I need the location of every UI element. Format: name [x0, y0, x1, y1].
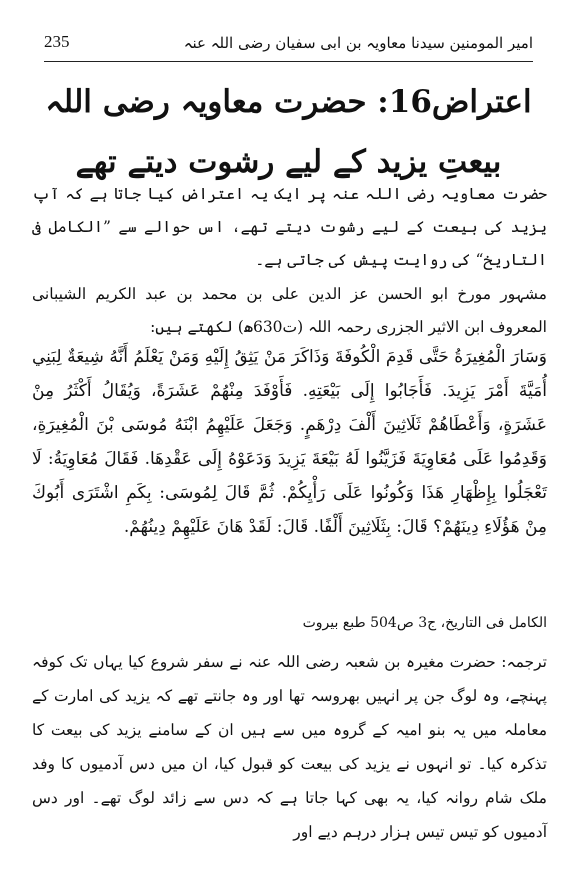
arabic-quotation: وَسَارَ الْمُغِيرَةُ حَتَّى قَدِمَ الْكُوفَةَ وَذَاكَرَ مَنْ يَثِقُ إِلَيْهِ وَمَنْ يَعْلَمُ أَنَّهُ شِيعَةٌ لِبَنِي أُمَيَّةَ أَمْرَ يَزِيدَ. فَأَجَابُوا إِلَى بَيْعَتِهِ. فَأَوْفَدَ مِنْهُمْ عَشَرَةً، وَيُقَالُ أَكْثَرُ مِنْ عَشَرَةٍ، وَأَعْطَاهُمْ ثَلَاثِينَ أَلْفَ دِرْهَمٍ. وَجَعَلَ عَلَيْهِمُ ابْنَهُ مُوسَى بْنَ الْمُغِيرَةِ، وَقَدِمُوا عَلَى مُعَاوِيَةَ فَزَيَّنُوا لَهُ بَيْعَةَ يَزِيدَ وَدَعَوْهُ إِلَى عَقْدِهَا. فَقَالَ مُعَاوِيَةُ: لَا تَعْجَلُوا بِإِظْهَارِ هَذَا وَكُونُوا عَلَى رَأْيِكُمْ. ثُمَّ قَالَ لِمُوسَى: بِكَمِ اشْتَرَى أَبُوكَ مِنْ هَؤُلَاءِ دِينَهُمْ؟ قَالَ: بِثَلَاثِينَ أَلْفًا. قَالَ: لَقَدْ هَانَ عَلَيْهِمْ دِينُهُمْ.	[32, 347, 547, 537]
paragraph-source-author: مشہور مورخ ابو الحسن عز الدین علی بن محمد بن عبد الکریم الشیبانی المعروف ابن الاثیر الجزری رحمہ اللہ (ت630ھ) لکھتے ہیں:	[32, 285, 547, 336]
urdu-translation: ترجمہ: حضرت مغیرہ بن شعبہ رضی اللہ عنہ نے سفر شروع کیا یہاں تک کوفہ پہنچے، وہ لوگ جن پر انہیں بھروسہ تھا اور وہ جانتے تھے کہ یزید کی امارت کے معاملہ میں یہ بنو امیہ کے گروہ میں سے ہیں ان کے سامنے یزید کی بیعت کا تذکرہ کیا۔ تو انہوں نے یزید کی بیعت کو قبول کیا، ان میں دس آدمیوں کا وفد ملک شام روانہ کیا، یہ بھی کہا جاتا ہے کہ دس سے زائد لوگ تھے۔ اور دس آدمیوں کو تیس تیس ہزار درہم دیے اور	[32, 653, 547, 841]
citation-reference: الکامل فی التاریخ، ج3 ص504 طبع بیروت	[302, 615, 547, 631]
page-number: 235	[44, 32, 70, 51]
header-title: امیر المومنین سیدنا معاویہ بن ابی سفیان رضی اللہ عنہ	[183, 34, 533, 52]
paragraph-intro: حضرت معاویہ رضی اللہ عنہ پر ایک یہ اعتراض کیا جاتا ہے کہ آپ یزید کی بیعت کے لیے رشوت دیتے تھے، اس حوالے سے ”الکامل فی التاریخ“ کی روایت پیش کی جاتی ہے۔	[32, 185, 547, 269]
running-header	[44, 30, 533, 62]
section-heading: اعتراض16: حضرت معاویہ رضی اللہ بیعتِ یزید کے لیے رشوت دیتے تھے	[45, 84, 532, 180]
header-rule	[44, 61, 533, 62]
